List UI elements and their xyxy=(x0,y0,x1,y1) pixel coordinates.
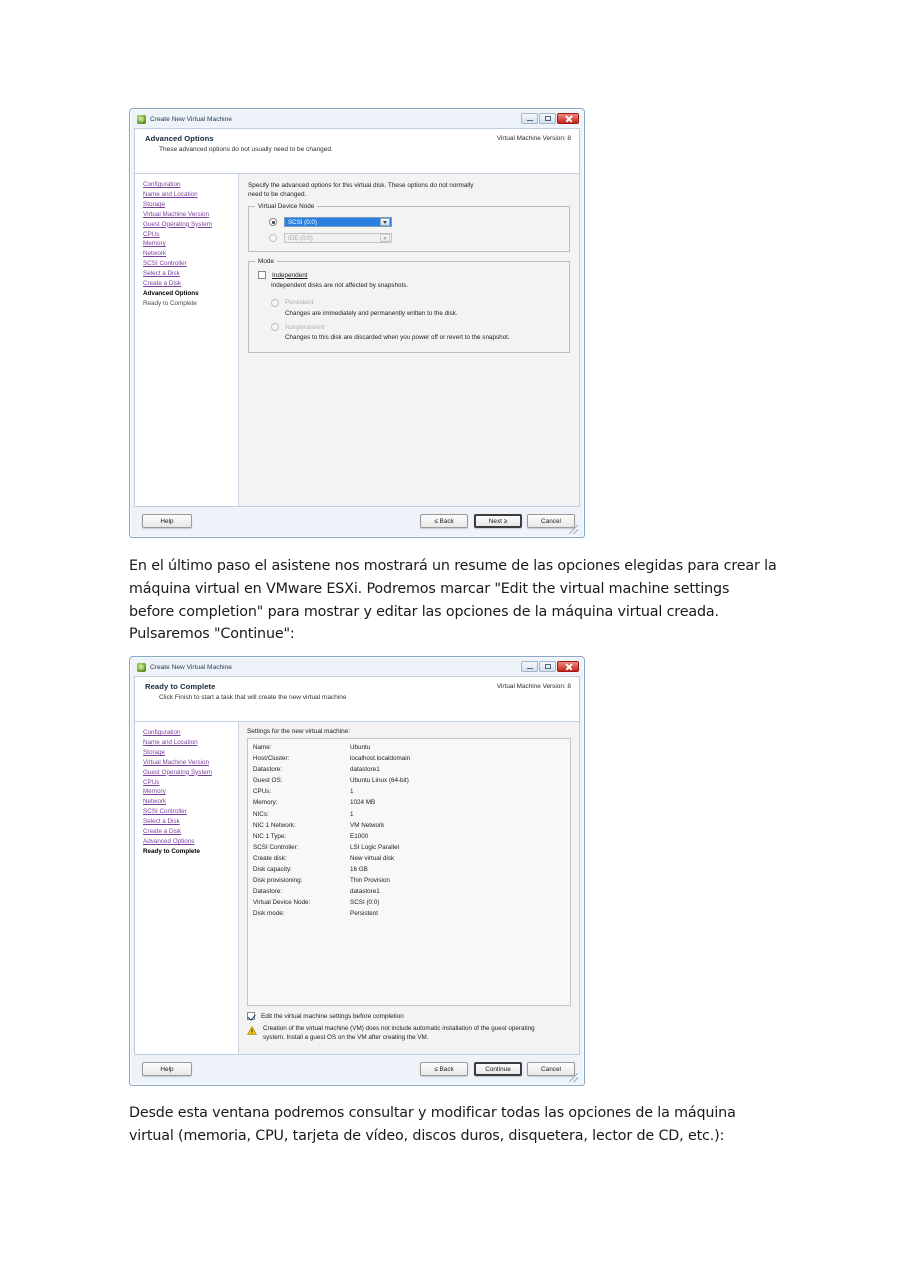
wizard-step-nav[interactable] xyxy=(135,174,239,506)
table-row xyxy=(253,753,565,764)
sidebar-item-name-and-location[interactable]: Name and Location xyxy=(143,190,198,198)
warning-text: Creation of the virtual machine (VM) does not include automatic installation of the guest operating system. Install a guest OS on the VM after creating the VM. xyxy=(263,1025,535,1041)
chevron-down-icon[interactable] xyxy=(380,218,390,226)
vmware-vm-icon xyxy=(137,663,146,672)
page-title: Ready to Complete xyxy=(145,682,216,691)
continue-button[interactable]: Continue xyxy=(474,1062,522,1076)
persistent-description: Changes are immediately and permanently written to the disk. xyxy=(285,309,458,317)
sidebar-item-advanced-options: Advanced Options xyxy=(143,289,199,297)
vm-version-label: Virtual Machine Version: 8 xyxy=(496,135,571,142)
content-intro-text: Specify the advanced options for this virtual disk. These options do not normally need to be changed. xyxy=(248,182,474,198)
edit-settings-checkbox-row[interactable] xyxy=(247,1012,571,1020)
sidebar-item-network[interactable]: Network xyxy=(143,250,167,258)
sidebar-item-name-and-location[interactable]: Name and Location xyxy=(143,738,198,746)
sidebar-item-scsi-controller[interactable]: SCSI Controller xyxy=(143,808,187,816)
setting-key: CPUs: xyxy=(253,788,272,796)
body-paragraph-1: En el último paso el asistene nos mostrará un resume de las opciones elegidas para crear la máquina virtual en VMware ESXi. Podremos marcar "Edit the virtual machine settings before completion" para mostrar y editar las opciones de la máquina virtual creada. Pulsaremos "Continue": xyxy=(129,558,777,643)
cancel-button[interactable]: Cancel xyxy=(527,1062,575,1076)
wizard-content-pane xyxy=(239,722,579,1054)
wizard-header xyxy=(134,676,580,722)
cancel-button[interactable]: Cancel xyxy=(527,514,575,528)
settings-summary-table xyxy=(247,738,571,1006)
sidebar-item-virtual-machine-version[interactable]: Virtual Machine Version xyxy=(143,210,210,218)
scsi-node-dropdown[interactable] xyxy=(284,217,392,227)
ide-node-value: IDE (0:0) xyxy=(288,234,313,242)
ide-radio[interactable] xyxy=(269,234,277,242)
mode-group xyxy=(248,258,570,353)
setting-key: Disk provisioning: xyxy=(253,877,303,885)
table-row xyxy=(253,875,565,886)
table-row xyxy=(253,886,565,897)
window-title: Create New Virtual Machine xyxy=(150,115,232,123)
setting-key: NIC 1 Network: xyxy=(253,821,296,829)
close-icon[interactable] xyxy=(557,661,579,672)
setting-value: 1 xyxy=(350,810,354,818)
sidebar-item-create-a-disk[interactable]: Create a Disk xyxy=(143,828,182,836)
close-icon[interactable] xyxy=(557,113,579,124)
body-paragraph-2: Desde esta ventana podremos consultar y modificar todas las opciones de la máquina virtual (memoria, CPU, tarjeta de vídeo, discos duros, disquetera, lector de CD, etc.): xyxy=(129,1105,736,1144)
independent-label: Independent xyxy=(272,271,308,279)
ide-node-dropdown xyxy=(284,233,392,243)
virtual-device-node-label: Virtual Device Node xyxy=(255,203,317,210)
setting-key: NIC 1 Type: xyxy=(253,832,287,840)
window-controls[interactable] xyxy=(521,661,579,672)
nonpersistent-radio-row xyxy=(271,323,561,331)
sidebar-item-memory[interactable]: Memory xyxy=(143,788,166,796)
back-button[interactable]: ≤ Back xyxy=(420,1062,468,1076)
setting-value: datastore1 xyxy=(350,888,380,896)
create-new-virtual-machine-window-ready-to-complete[interactable] xyxy=(129,656,585,1086)
help-button[interactable]: Help xyxy=(142,1062,192,1076)
edit-settings-label: Edit the virtual machine settings before completion xyxy=(261,1012,404,1020)
setting-value: LSI Logic Parallel xyxy=(350,843,400,851)
wizard-step-nav[interactable] xyxy=(135,722,239,1054)
setting-value: E1000 xyxy=(350,832,369,840)
scsi-node-value: SCSI (0:0) xyxy=(288,218,317,226)
settings-caption: Settings for the new virtual machine: xyxy=(247,728,351,735)
table-row xyxy=(253,775,565,786)
setting-key: Datastore: xyxy=(253,766,283,774)
setting-value: New virtual disk xyxy=(350,854,395,862)
table-row xyxy=(253,742,565,753)
table-row xyxy=(253,897,565,908)
scsi-node-row[interactable] xyxy=(269,217,561,227)
setting-value: Thin Provision xyxy=(350,877,390,885)
ide-node-row[interactable] xyxy=(269,233,561,243)
setting-value: localhost.localdomain xyxy=(350,755,411,763)
sidebar-item-select-a-disk[interactable]: Select a Disk xyxy=(143,818,180,826)
minimize-icon[interactable] xyxy=(521,661,538,672)
persistent-radio-row xyxy=(271,299,561,307)
setting-value: 1 xyxy=(350,788,354,796)
sidebar-item-configuration[interactable]: Configuration xyxy=(143,181,181,188)
sidebar-item-cpus[interactable]: CPUs xyxy=(143,778,160,786)
resize-grip[interactable] xyxy=(569,525,578,534)
warning-triangle-icon xyxy=(247,1026,257,1035)
nonpersistent-label: Nonpersistent xyxy=(285,323,325,331)
table-row xyxy=(253,831,565,842)
setting-value: datastore1 xyxy=(350,766,380,774)
resize-grip[interactable] xyxy=(569,1073,578,1082)
sidebar-item-network[interactable]: Network xyxy=(143,798,167,806)
vm-version-label: Virtual Machine Version: 8 xyxy=(496,683,571,690)
sidebar-item-ready-to-complete: Ready to Complete xyxy=(143,299,197,307)
virtual-device-node-group xyxy=(248,203,570,252)
table-row xyxy=(253,797,565,808)
persistent-label: Persistent xyxy=(285,299,314,307)
table-row xyxy=(253,764,565,775)
chevron-down-icon xyxy=(380,234,390,242)
table-row xyxy=(253,842,565,853)
sidebar-item-ready-to-complete: Ready to Complete xyxy=(143,847,201,855)
setting-key: SCSI Controller: xyxy=(253,843,299,851)
setting-key: Disk mode: xyxy=(253,910,285,918)
setting-value: SCSI (0:0) xyxy=(350,899,380,907)
sidebar-item-advanced-options[interactable]: Advanced Options xyxy=(143,837,195,845)
sidebar-item-select-a-disk[interactable]: Select a Disk xyxy=(143,270,180,278)
setting-value: Ubuntu xyxy=(350,744,371,751)
setting-value: 16 GB xyxy=(350,866,368,874)
sidebar-item-guest-operating-system[interactable]: Guest Operating System xyxy=(143,220,212,228)
setting-key: NICs: xyxy=(253,810,269,818)
table-row xyxy=(253,786,565,797)
setting-key: Disk capacity: xyxy=(253,866,292,874)
scsi-radio[interactable] xyxy=(269,218,277,226)
nonpersistent-description: Changes to this disk are discarded when you power off or revert to the snapshot. xyxy=(285,334,510,342)
nonpersistent-radio xyxy=(271,323,279,331)
sidebar-item-storage[interactable]: Storage xyxy=(143,748,166,756)
titlebar[interactable] xyxy=(134,660,580,674)
table-row xyxy=(253,853,565,864)
next-button[interactable]: Next ≥ xyxy=(474,514,522,528)
setting-key: Create disk: xyxy=(253,854,287,862)
window-controls[interactable] xyxy=(521,113,579,124)
help-button[interactable]: Help xyxy=(142,514,192,528)
setting-key: Host/Cluster: xyxy=(253,755,290,763)
maximize-icon[interactable] xyxy=(539,113,556,124)
table-row xyxy=(253,809,565,820)
warning-message xyxy=(247,1025,571,1042)
wizard-footer xyxy=(134,507,580,535)
table-row xyxy=(253,908,565,919)
minimize-icon[interactable] xyxy=(521,113,538,124)
create-new-virtual-machine-window-advanced-options[interactable] xyxy=(129,108,585,538)
sidebar-item-create-a-disk[interactable]: Create a Disk xyxy=(143,280,182,288)
titlebar[interactable] xyxy=(134,112,580,126)
persistent-radio xyxy=(271,299,279,307)
wizard-content-pane xyxy=(239,174,579,506)
sidebar-item-configuration[interactable]: Configuration xyxy=(143,729,181,736)
independent-checkbox[interactable] xyxy=(258,271,266,279)
window-title: Create New Virtual Machine xyxy=(150,663,232,671)
wizard-body xyxy=(134,722,580,1055)
sidebar-item-storage[interactable]: Storage xyxy=(143,200,166,208)
page-title: Advanced Options xyxy=(145,134,214,143)
sidebar-item-scsi-controller[interactable]: SCSI Controller xyxy=(143,260,187,268)
page-subtitle: These advanced options do not usually need to be changed. xyxy=(159,146,333,153)
setting-key: Datastore: xyxy=(253,888,283,896)
page-subtitle: Click Finish to start a task that will create the new virtual machine xyxy=(159,694,347,701)
vmware-vm-icon xyxy=(137,115,146,124)
wizard-footer xyxy=(134,1055,580,1083)
setting-value: VM Network xyxy=(350,821,385,829)
setting-key: Virtual Device Node: xyxy=(253,899,311,907)
independent-checkbox-row[interactable] xyxy=(258,271,561,279)
table-row xyxy=(253,820,565,831)
setting-key: Name: xyxy=(253,744,272,751)
setting-key: Guest OS: xyxy=(253,777,283,785)
maximize-icon[interactable] xyxy=(539,661,556,672)
edit-settings-checkbox[interactable] xyxy=(247,1012,255,1020)
sidebar-item-virtual-machine-version[interactable]: Virtual Machine Version xyxy=(143,758,210,766)
mode-label: Mode xyxy=(255,258,277,265)
wizard-header xyxy=(134,128,580,174)
back-button[interactable]: ≤ Back xyxy=(420,514,468,528)
table-row xyxy=(253,864,565,875)
sidebar-item-cpus[interactable]: CPUs xyxy=(143,230,160,238)
wizard-body xyxy=(134,174,580,507)
sidebar-item-guest-operating-system[interactable]: Guest Operating System xyxy=(143,768,212,776)
independent-description: Independent disks are not affected by snapshots. xyxy=(271,282,409,290)
setting-key: Memory: xyxy=(253,799,278,807)
sidebar-item-memory[interactable]: Memory xyxy=(143,240,166,248)
setting-value: Persistent xyxy=(350,910,378,918)
setting-value: 1024 MB xyxy=(350,799,376,807)
setting-value: Ubuntu Linux (64-bit) xyxy=(350,777,409,785)
